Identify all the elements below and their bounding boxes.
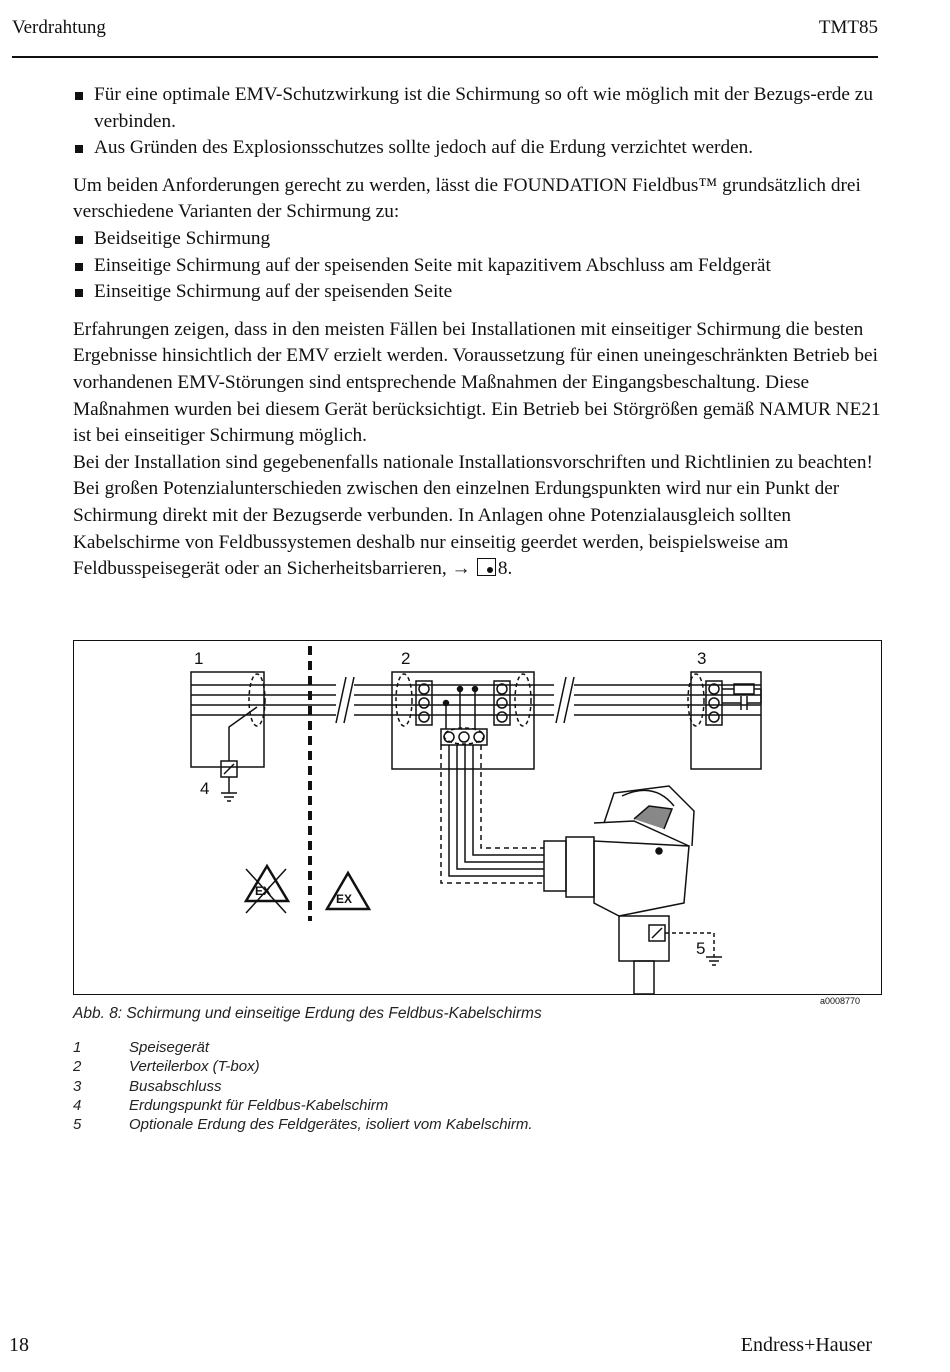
label-4: 4	[200, 779, 210, 798]
legend-num: 5	[73, 1116, 82, 1134]
legend-num: 1	[73, 1039, 82, 1056]
field-device	[544, 786, 722, 994]
paragraph: Erfahrungen zeigen, dass in den meisten Fällen bei Installationen mit einseitiger Schirmung die besten Ergebnisse hinsichtlich der EMV erzielt werden. Voraussetzung für einen uneingeschränkten Betrieb bei vorhandenen EMV-Störungen sind entsprechende Maßnahmen der Eingangsbeschaltung. Diese Maßnahmen wurden bei diesem Gerät berücksichtigt. Ein Betrieb bei Störgrößen gemäß NAMUR NE21 ist bei einseitiger Schirmung möglich.	[73, 318, 881, 447]
label-2: 2	[401, 649, 411, 668]
legend-row	[73, 1077, 533, 1096]
arrow: →	[451, 558, 471, 580]
legend-num: 4	[73, 1096, 82, 1114]
list-item: Für eine optimale EMV-Schutzwirkung ist die Schirmung so oft wie möglich mit der Bezugs-erde zu verbinden.	[73, 82, 883, 135]
no-ex-icon	[246, 866, 288, 913]
page-ref: 8.	[497, 558, 513, 580]
no-ex-label: EX	[255, 884, 272, 898]
legend-num: 2	[73, 1058, 82, 1076]
ex-label: EX	[336, 892, 353, 906]
list-item: Aus Gründen des Explosionsschutzes sollte jedoch auf die Erdung verzichtet werden.	[73, 135, 883, 162]
brand: Endress+Hauser	[740, 1334, 872, 1356]
legend-row	[73, 1096, 533, 1115]
header-rule	[12, 56, 878, 58]
label-3: 3	[697, 649, 707, 668]
paragraph	[73, 476, 883, 582]
legend-text: Busabschluss	[129, 1077, 222, 1095]
bus-terminator	[706, 681, 761, 725]
legend-text: Verteilerbox (T-box)	[129, 1058, 260, 1076]
legend-num: 3	[73, 1077, 82, 1095]
paragraph: Bei der Installation sind gegebenenfalls nationale Installationsvorschriften und Richtlinien zu beachten!	[73, 451, 873, 473]
power-supply-box	[191, 672, 264, 767]
label-1: 1	[194, 649, 204, 668]
bus-cable	[191, 677, 761, 723]
legend-row	[73, 1038, 533, 1057]
figure-code: a0008770	[820, 996, 861, 1006]
list-item: Einseitige Schirmung auf der speisenden Seite	[73, 279, 883, 306]
legend-text: Speisegerät	[129, 1039, 210, 1056]
bus-terminator-box	[691, 672, 761, 769]
wiring-figure	[73, 640, 882, 995]
bullet-list-1	[73, 82, 883, 162]
ex-icon	[327, 873, 369, 909]
body-text	[73, 82, 883, 583]
label-5: 5	[696, 939, 706, 958]
bullet-list-2	[73, 226, 883, 306]
field-cable	[441, 745, 544, 883]
t-box	[392, 672, 534, 769]
page-ref-icon	[477, 558, 496, 576]
legend-text: Erdungspunkt für Feldbus-Kabelschirm	[129, 1096, 389, 1114]
legend-row	[73, 1115, 533, 1134]
header-section: Verdrahtung	[12, 17, 106, 38]
list-item: Einseitige Schirmung auf der speisenden Seite mit kapazitivem Abschluss am Feldgerät	[73, 253, 883, 280]
list-item: Beidseitige Schirmung	[73, 226, 883, 253]
wiring-diagram	[74, 641, 881, 994]
paragraph-text: Bei großen Potenzialunterschieden zwischen den einzelnen Erdungspunkten wird nur ein Punkt der Schirmung direkt mit der Bezugserde verbunden. In Anlagen ohne Potenzialausgleich sollten Kabelschirme von Feldbussystemen deshalb nur einseitig geerdet werden, beispielsweise am Feldbusspeisegerät oder an Sicherheitsbarrieren,	[73, 478, 840, 580]
figure-caption: Abb. 8: Schirmung und einseitige Erdung des Feldbus-Kabelschirms	[73, 1005, 542, 1022]
t-box-terminals	[416, 681, 510, 745]
figure-legend	[73, 1038, 533, 1134]
header-product: TMT85	[818, 17, 878, 38]
legend-text: Optionale Erdung des Feldgerätes, isoliert vom Kabelschirm.	[129, 1116, 533, 1134]
paragraph: Um beiden Anforderungen gerecht zu werden, lässt die FOUNDATION Fieldbus™ grundsätzlich drei verschiedene Varianten der Schirmung zu:	[73, 174, 861, 223]
page-number: 18	[9, 1334, 29, 1356]
legend-row	[73, 1057, 533, 1076]
